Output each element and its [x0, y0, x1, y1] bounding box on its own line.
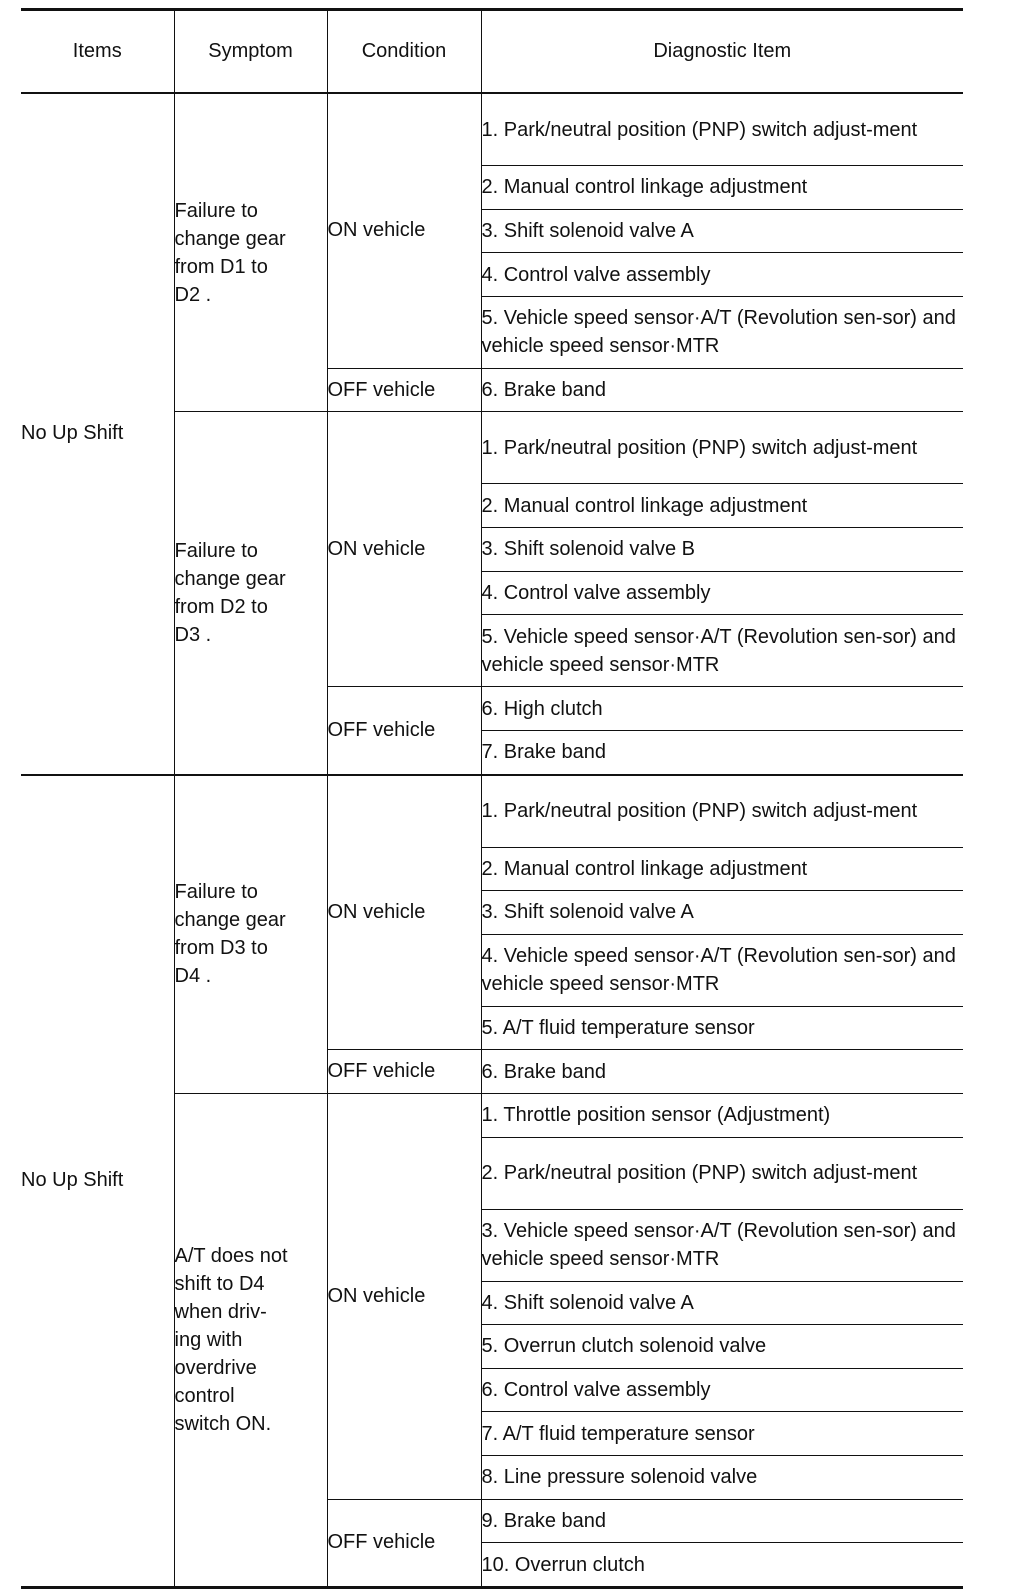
- condition-cell: ON vehicle: [327, 775, 481, 1050]
- condition-cell: ON vehicle: [327, 93, 481, 368]
- symptom-line: change gear: [174, 227, 286, 250]
- symptom-line: switch ON.: [174, 1412, 272, 1435]
- diagnostic-item-cell: 2. Manual control linkage adjustment: [481, 166, 963, 210]
- condition-cell: OFF vehicle: [327, 368, 481, 412]
- symptom-line: D3 .: [174, 623, 212, 646]
- symptom-line: D4 .: [174, 965, 212, 988]
- condition-cell: ON vehicle: [327, 1093, 481, 1499]
- symptom-line: ing with: [174, 1328, 243, 1351]
- diagnostic-item-cell: 3. Shift solenoid valve A: [481, 209, 963, 253]
- diagnostic-item-cell: 2. Park/neutral position (PNP) switch adjust-ment: [481, 1137, 963, 1209]
- diagnostic-item-cell: 1. Park/neutral position (PNP) switch adjust-ment: [481, 93, 963, 166]
- diagnostic-item-cell: 7. A/T fluid temperature sensor: [481, 1412, 963, 1456]
- symptom-line: from D1 to: [174, 255, 268, 278]
- diagnostic-item-cell: 2. Manual control linkage adjustment: [481, 847, 963, 891]
- symptom-line: D2 .: [174, 283, 212, 306]
- diagnostic-item-cell: 6. Brake band: [481, 368, 963, 412]
- condition-cell: OFF vehicle: [327, 687, 481, 775]
- diagnostic-item-cell: 1. Throttle position sensor (Adjustment): [481, 1093, 963, 1137]
- symptom-line: from D2 to: [174, 595, 268, 618]
- symptom-line: Failure to: [174, 539, 258, 562]
- condition-cell: OFF vehicle: [327, 1499, 481, 1587]
- items-cell: No Up Shift: [21, 93, 174, 775]
- symptom-line: change gear: [174, 909, 286, 932]
- symptom-cell: [174, 412, 327, 775]
- diagnostic-item-cell: 1. Park/neutral position (PNP) switch adjust-ment: [481, 412, 963, 484]
- diagnostic-table: [21, 8, 963, 1589]
- diagnostic-item-cell: 6. High clutch: [481, 687, 963, 731]
- symptom-line: Failure to: [174, 199, 258, 222]
- symptom-cell: [174, 775, 327, 1094]
- header-symptom: Symptom: [174, 10, 327, 94]
- diagnostic-item-cell: 3. Vehicle speed sensor·A/T (Revolution sen-sor) and vehicle speed sensor·MTR: [481, 1209, 963, 1281]
- header-items: Items: [21, 10, 174, 94]
- condition-cell: OFF vehicle: [327, 1050, 481, 1094]
- items-cell: No Up Shift: [21, 775, 174, 1588]
- diagnostic-item-cell: 6. Brake band: [481, 1050, 963, 1094]
- table-row: [21, 775, 963, 848]
- header-diagnostic-item: Diagnostic Item: [481, 10, 963, 94]
- symptom-line: A/T does not: [174, 1244, 288, 1267]
- diagnostic-item-cell: 8. Line pressure solenoid valve: [481, 1456, 963, 1500]
- diagnostic-item-cell: 5. Overrun clutch solenoid valve: [481, 1325, 963, 1369]
- diagnostic-item-cell: 1. Park/neutral position (PNP) switch adjust-ment: [481, 775, 963, 848]
- table-row: [21, 93, 963, 166]
- diagnostic-item-cell: 4. Shift solenoid valve A: [481, 1281, 963, 1325]
- diagnostic-item-cell: 10. Overrun clutch: [481, 1553, 645, 1576]
- diagnostic-item-cell: 4. Control valve assembly: [481, 253, 963, 297]
- symptom-cell: [174, 1093, 327, 1587]
- diagnostic-item-cell: 5. Vehicle speed sensor·A/T (Revolution sen-sor) and vehicle speed sensor·MTR: [481, 296, 963, 368]
- symptom-line: when driv-: [174, 1300, 267, 1323]
- header-condition: Condition: [327, 10, 481, 94]
- diagnostic-item-cell: 4. Control valve assembly: [481, 571, 963, 615]
- symptom-line: shift to D4: [174, 1272, 265, 1295]
- condition-cell: ON vehicle: [327, 412, 481, 687]
- diagnostic-item-cell: 5. Vehicle speed sensor·A/T (Revolution sen-sor) and vehicle speed sensor·MTR: [481, 615, 963, 687]
- symptom-line: from D3 to: [174, 937, 268, 960]
- diagnostic-item-cell: 3. Shift solenoid valve A: [481, 891, 963, 935]
- header-row: [21, 10, 963, 94]
- diagnostic-item-cell: 4. Vehicle speed sensor·A/T (Revolution sen-sor) and vehicle speed sensor·MTR: [481, 934, 963, 1006]
- diagnostic-item-cell: 3. Shift solenoid valve B: [481, 528, 963, 572]
- diagnostic-item-cell: 7. Brake band: [481, 730, 963, 774]
- table-body: [21, 93, 963, 1588]
- diagnostic-item-cell: 2. Manual control linkage adjustment: [481, 484, 963, 528]
- symptom-line: control: [174, 1384, 235, 1407]
- symptom-line: Failure to: [174, 881, 258, 904]
- symptom-line: overdrive: [174, 1356, 257, 1379]
- diagnostic-item-cell: 5. A/T fluid temperature sensor: [481, 1006, 963, 1050]
- diagnostic-item-cell: 9. Brake band: [481, 1499, 963, 1543]
- symptom-line: change gear: [174, 567, 286, 590]
- symptom-cell: [174, 93, 327, 412]
- diagnostic-item-cell: 6. Control valve assembly: [481, 1368, 963, 1412]
